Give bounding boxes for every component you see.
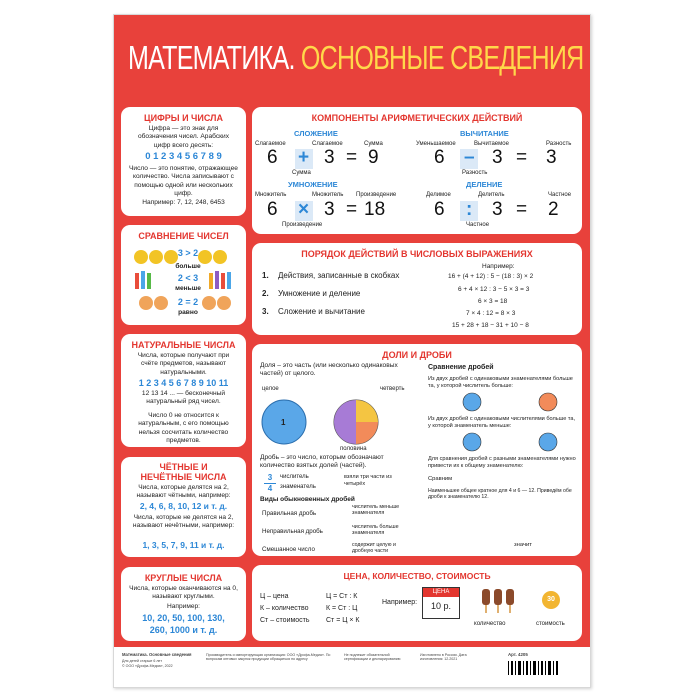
sub-op: – <box>464 147 475 168</box>
footer-made: Изготовлено в России. Дата изготовления: 12.2021 <box>420 653 467 662</box>
digits-panel <box>121 107 246 216</box>
formula-1: Ц = Ст : К <box>326 593 358 600</box>
poster <box>113 14 591 688</box>
add-eq: = <box>346 147 358 168</box>
even-nums: 2, 4, 6, 8, 10, 12 и т. д. <box>139 501 228 511</box>
components-title: КОМПОНЕНТЫ АРИФМЕТИЧЕСКИХ ДЕЙСТВИЙ <box>311 113 523 123</box>
odd-nums: 1, 3, 5, 7, 9, 11 и т. д. <box>142 540 225 550</box>
mul-op: × <box>298 199 310 220</box>
fractions-panel <box>252 344 582 556</box>
round-nums1: 10, 20, 50, 100, 130, <box>142 613 225 623</box>
denominator-label: знаменатель <box>280 484 316 490</box>
qty-label: количество <box>474 621 506 627</box>
price-panel <box>252 565 582 641</box>
add-label-b: Слагаемое <box>312 141 343 147</box>
order-num-2: 2. <box>262 289 269 298</box>
order-expr4: 7 × 4 : 12 = 8 × 3 <box>466 310 516 317</box>
add-label-a: Слагаемое <box>255 141 286 147</box>
popsicle-icon <box>478 587 518 617</box>
mul-a: 6 <box>267 199 278 220</box>
add-label-res: Сумма <box>364 141 383 147</box>
means-label: значит <box>514 542 532 548</box>
div-title: ДЕЛЕНИЕ <box>466 180 503 189</box>
sub-eq: = <box>516 147 528 168</box>
parity-title2: НЕЧЁТНЫЕ ЧИСЛА <box>140 472 227 482</box>
kinds-title: Виды обыкновенных дробей <box>260 496 355 503</box>
poster-body <box>114 95 590 647</box>
mul-label-bottom: Произведение <box>282 222 323 228</box>
title-part2: ОСНОВНЫЕ СВЕДЕНИЯ <box>300 39 584 76</box>
parity-title1: ЧЁТНЫЕ И <box>159 462 208 472</box>
fraction-text: Дробь – это число, которым обозначают количество взятых долей (частей). <box>260 454 384 470</box>
sub-label-b: Вычитаемое <box>474 141 509 147</box>
page-title <box>128 39 583 77</box>
add-b: 3 <box>324 147 335 168</box>
lcm-text: Наименьшее общее кратное для 4 и 6 — 12. Приведём обе дроби к знаменателю 12. <box>428 488 572 501</box>
mul-label-res: Произведение <box>356 192 397 198</box>
price-tag <box>422 587 460 619</box>
compare-fractions-title: Сравнение дробей <box>428 364 494 371</box>
footer-address: Производитель и импортирующая организация: ООО «Дрофа-Медиа». По вопросам оптовых закупок продукции обращаться по адресу <box>206 653 331 662</box>
order-num-3: 3. <box>262 307 269 316</box>
cmp-circles-2 <box>428 432 578 454</box>
mul-b: 3 <box>324 199 335 220</box>
order-num-1: 1. <box>262 271 269 280</box>
improper-desc: числитель больше знаменателя <box>352 524 399 537</box>
price-example: Например: <box>382 599 418 606</box>
cost-label: стоимость <box>536 621 565 627</box>
order-item-3: Сложение и вычитание <box>278 307 365 316</box>
mixed-label: Смешанное число <box>262 546 315 553</box>
order-expr5: 15 + 28 + 18 − 31 + 10 − 8 <box>452 322 529 329</box>
proper-label: Правильная дробь <box>262 510 317 517</box>
order-expr1: 16 + (4 + 12) : 5 − (18 : 3) × 2 <box>448 273 534 280</box>
barcode-icon <box>508 661 560 677</box>
whole-value: 1 <box>281 418 286 427</box>
footer-art: Арт. 4205 <box>508 652 528 657</box>
mixed-desc: содержит целую и дробную части <box>352 542 396 554</box>
compare-label: Сравним <box>428 476 453 482</box>
order-item-1: Действия, записанные в скобках <box>278 271 400 280</box>
add-title: СЛОЖЕНИЕ <box>294 129 338 138</box>
price-tag-label: ЦЕНА <box>423 588 459 597</box>
sub-label-a: Уменьшаемое <box>416 141 456 147</box>
sub-title: ВЫЧИТАНИЕ <box>460 129 509 138</box>
price-value: 10 р. <box>430 601 452 611</box>
order-expr2: 6 + 4 × 12 : 3 − 5 × 3 = 3 <box>458 286 530 293</box>
add-a: 6 <box>267 147 278 168</box>
cmp-circles-1 <box>428 392 578 414</box>
mul-eq: = <box>346 199 358 220</box>
add-label-bottom: Сумма <box>292 170 311 176</box>
compare-row1: 3 > 2 <box>177 248 199 258</box>
compare-row2-word: меньше <box>175 285 201 292</box>
coin-icon: 30 <box>542 591 560 609</box>
price-title: ЦЕНА, КОЛИЧЕСТВО, СТОИМОСТЬ <box>343 571 491 581</box>
whole-label: целое <box>262 386 279 392</box>
round-text: Числа, которые оканчиваются на 0, называют круглыми. <box>129 585 238 601</box>
digits-example: Например: 7, 12, 248, 6453 <box>142 199 225 206</box>
natural-panel <box>121 334 246 447</box>
cmp-text2: Из двух дробей с одинаковыми числителями больше та, у которой знаменатель меньше: <box>428 416 576 429</box>
order-item-2: Умножение и деление <box>278 289 361 298</box>
compare-row1-word: больше <box>175 263 201 270</box>
natural-text2: Число 0 не относится к натуральным, с его помощью нельзя сосчитать количество предметов. <box>138 412 229 445</box>
price-row-3: Ст – стоимость <box>260 617 310 624</box>
div-label-bottom: Частное <box>466 222 490 228</box>
footer <box>114 647 590 687</box>
improper-label: Неправильная дробь <box>262 528 323 535</box>
compare-panel <box>121 225 246 325</box>
fraction-circles <box>258 392 408 462</box>
sub-label-res: Разность <box>546 141 572 147</box>
order-example: Например: <box>482 263 515 270</box>
natural-seq1: 1 2 3 4 5 6 7 8 9 10 11 <box>138 378 229 388</box>
compare-row3-word: равно <box>178 309 198 316</box>
digits-text2: Число — это понятие, отражающее количество. Числа записывают с помощью одной или нескольких цифр. <box>129 165 238 198</box>
price-row-1: Ц – цена <box>260 593 289 600</box>
half-label: половина <box>340 446 367 452</box>
div-label-b: Делитель <box>478 192 505 198</box>
footer-cert: Не подлежит обязательной сертификации и декларированию <box>344 653 401 662</box>
sub-a: 6 <box>434 147 445 168</box>
example-fraction: 3 4 <box>264 474 276 493</box>
order-title: ПОРЯДОК ДЕЙСТВИЙ В ЧИСЛОВЫХ ВЫРАЖЕНИЯХ <box>301 249 533 259</box>
add-res: 9 <box>368 147 379 168</box>
div-eq: = <box>516 199 528 220</box>
compare-row2: 2 < 3 <box>177 273 199 283</box>
natural-title: НАТУРАЛЬНЫЕ ЧИСЛА <box>131 340 236 350</box>
footer-age: Для детей старше 6 лет <box>122 659 162 663</box>
title-part1: МАТЕМАТИКА. <box>128 39 295 76</box>
mul-label-a: Множитель <box>255 192 287 198</box>
cmp-text3: Для сравнения дробей с разными знаменателями нужно привести их к общему знаменателю: <box>428 456 576 469</box>
share-text: Доля – это часть (или несколько одинаковых частей) от целого. <box>260 362 398 378</box>
footer-copy: © ООО «Дрофа-Медиа», 2022 <box>122 664 173 668</box>
mul-res: 18 <box>364 199 386 220</box>
round-title: КРУГЛЫЕ ЧИСЛА <box>144 573 223 583</box>
order-expr3: 6 × 3 = 18 <box>478 298 508 305</box>
round-nums2: 260, 1000 и т. д. <box>149 625 218 635</box>
div-a: 6 <box>434 199 445 220</box>
odd-text: Числа, которые не делятся на 2, называют нечётными, например: <box>132 514 235 530</box>
took-text: взяли три части из четырёх <box>344 474 392 487</box>
mul-title: УМНОЖЕНИЕ <box>288 180 338 189</box>
digits-title: ЦИФРЫ И ЧИСЛА <box>144 113 223 123</box>
div-label-a: Делимое <box>426 192 451 198</box>
natural-seq2: 12 13 14 ... — бесконечный натуральный ряд чисел. <box>141 390 226 406</box>
natural-text1: Числа, которые получают при счёте предметов, называют натуральными. <box>137 352 230 376</box>
price-row-2: К – количество <box>260 605 309 612</box>
sub-label-bottom: Разность <box>462 170 488 176</box>
formula-2: К = Ст : Ц <box>326 605 358 612</box>
sub-res: 3 <box>546 147 557 168</box>
mul-label-b: Множитель <box>312 192 344 198</box>
div-op: : <box>466 199 473 220</box>
footer-title: Математика. Основные сведения <box>122 652 192 657</box>
cmp-text1: Из двух дробей с одинаковыми знаменателями больше та, у которой числитель больше: <box>428 376 573 389</box>
round-example: Например: <box>166 603 201 610</box>
compare-title: СРАВНЕНИЕ ЧИСЕЛ <box>138 231 229 241</box>
sub-b: 3 <box>492 147 503 168</box>
div-b: 3 <box>492 199 503 220</box>
even-text: Числа, которые делятся на 2, называют чётными, например: <box>136 484 231 500</box>
numerator-label: числитель <box>280 474 309 480</box>
proper-desc: числитель меньше знаменателя <box>352 504 400 517</box>
fractions-title: ДОЛИ И ДРОБИ <box>382 350 452 360</box>
digits-text1: Цифра — это знак для обозначения чисел. Арабских цифр всего десять: <box>137 125 230 149</box>
add-op: + <box>298 147 310 168</box>
div-label-res: Частное <box>548 192 572 198</box>
parity-panel <box>121 457 246 557</box>
components-panel <box>252 107 582 234</box>
digits-row: 0 1 2 3 4 5 6 7 8 9 <box>145 151 222 162</box>
order-panel <box>252 243 582 335</box>
round-panel <box>121 567 246 641</box>
div-res: 2 <box>548 199 559 220</box>
header <box>114 15 590 95</box>
formula-3: Ст = Ц × К <box>326 617 360 624</box>
compare-row3: 2 = 2 <box>177 297 199 307</box>
quarter-label: четверть <box>380 386 405 392</box>
